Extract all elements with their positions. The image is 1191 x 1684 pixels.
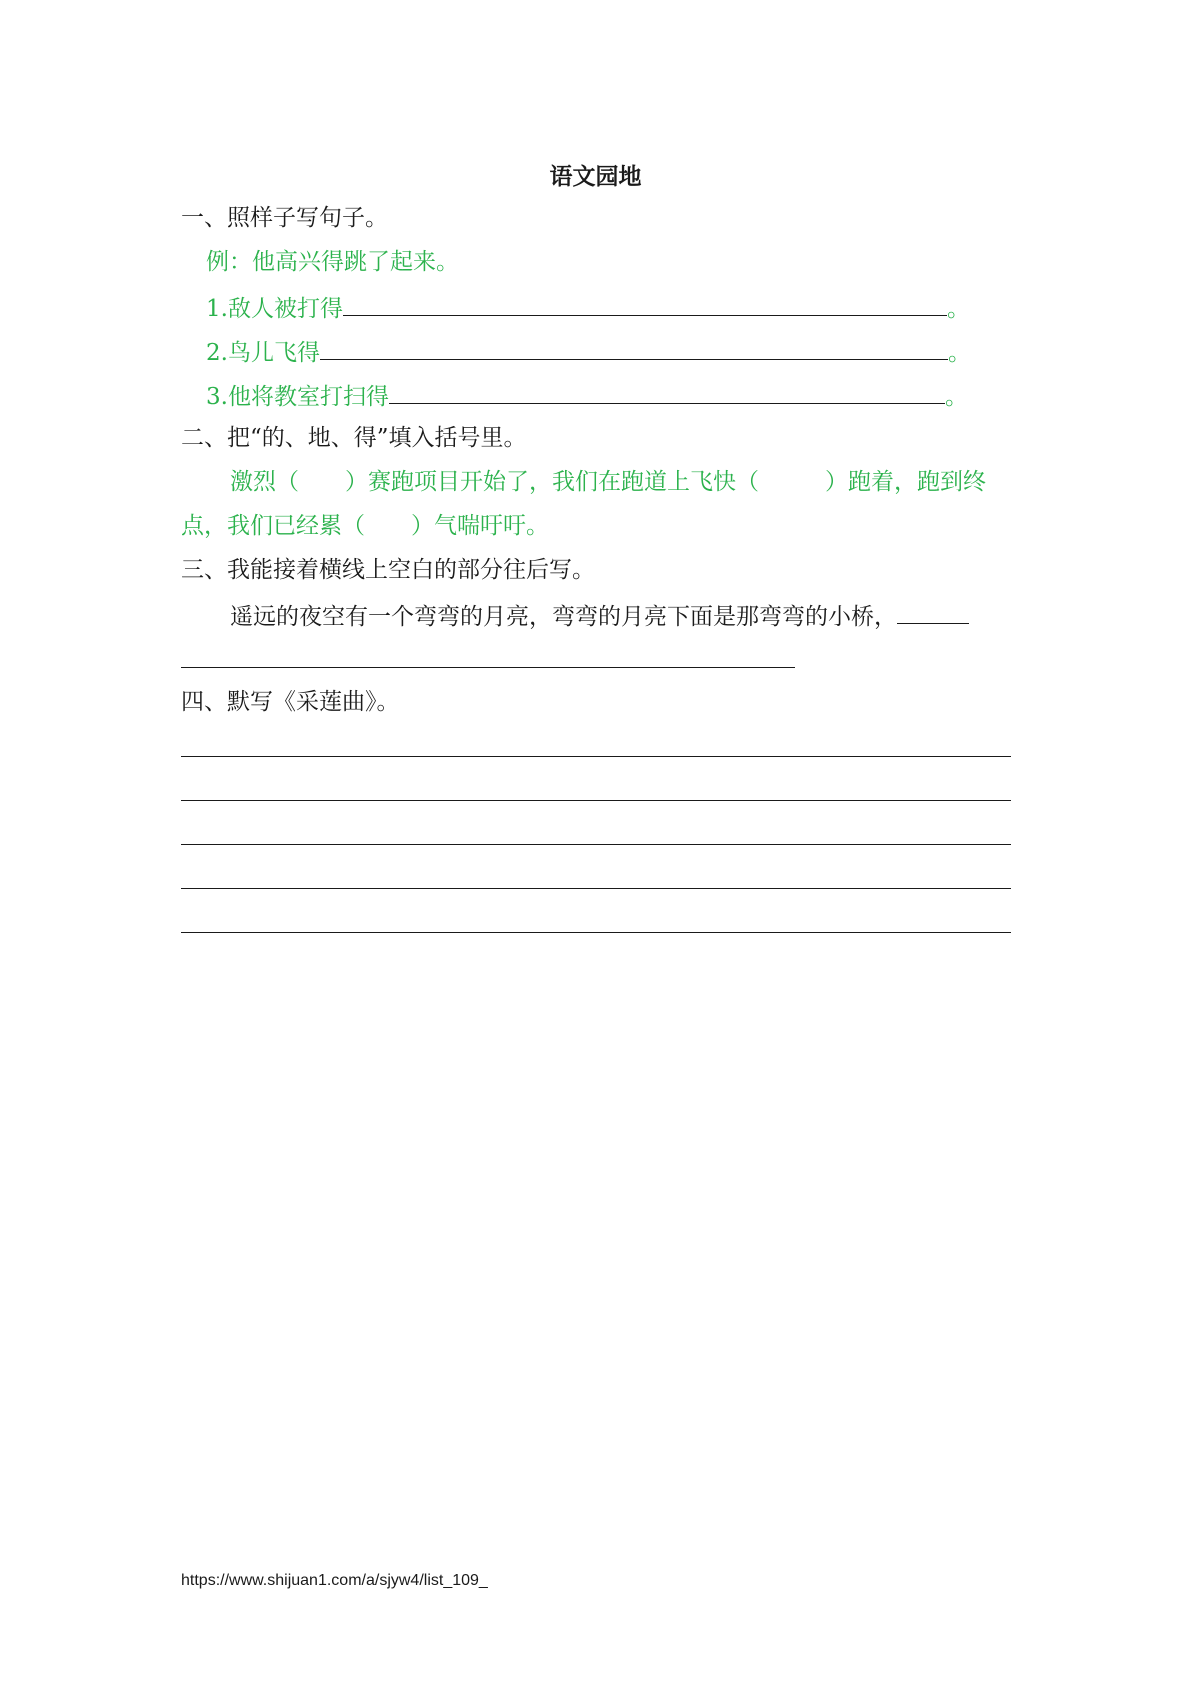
section1-item-1 [206, 291, 970, 324]
section1-item-2 [206, 335, 971, 368]
item-3-answer-blank[interactable] [389, 379, 945, 404]
section4-heading: 四、默写《采莲曲》。 [181, 689, 400, 715]
fill-text-1b: ）赛跑项目开始了，我们在跑道上飞快（ [345, 469, 759, 495]
item-3-prefix: 3.他将教室打扫得 [206, 384, 389, 410]
section3-heading: 三、我能接着横线上空白的部分往后写。 [181, 557, 595, 583]
item-3-suffix: 。 [944, 384, 968, 410]
item-2-suffix: 。 [947, 340, 971, 366]
section3-text-line [230, 599, 969, 632]
section1-example: 例：他高兴得跳了起来。 [206, 249, 459, 275]
footer-url: https://www.shijuan1.com/a/sjyw4/list_109_ [181, 1572, 488, 1589]
section3-answer-line[interactable] [181, 667, 795, 668]
section3-prompt-text: 遥远的夜空有一个弯弯的月亮，弯弯的月亮下面是那弯弯的小桥， [230, 604, 897, 630]
page-title: 语文园地 [549, 163, 642, 190]
fill-text-1c: ）跑着，跑到终 [825, 469, 986, 495]
item-1-prefix: 1.敌人被打得 [206, 296, 343, 322]
fill-text-2a: 点，我们已经累（ [181, 513, 365, 539]
fill-text-1a: 激烈（ [230, 469, 299, 495]
section4-answer-line-4[interactable] [181, 888, 1011, 889]
section4-answer-line-1[interactable] [181, 756, 1011, 757]
section1-heading: 一、照样子写句子。 [181, 205, 388, 231]
item-1-suffix: 。 [946, 296, 970, 322]
section4-answer-line-2[interactable] [181, 800, 1011, 801]
section2-line-1 [230, 467, 986, 497]
section3-continue-blank[interactable] [897, 599, 969, 624]
section4-answer-line-5[interactable] [181, 932, 1011, 933]
item-2-prefix: 2.鸟儿飞得 [206, 340, 320, 366]
item-2-answer-blank[interactable] [320, 335, 948, 360]
section2-line-2 [181, 511, 549, 541]
section4-answer-line-3[interactable] [181, 844, 1011, 845]
section1-item-3 [206, 379, 968, 412]
fill-text-2b: ）气喘吁吁。 [411, 513, 549, 539]
section2-heading: 二、把“的、地、得”填入括号里。 [181, 425, 527, 451]
item-1-answer-blank[interactable] [343, 291, 947, 316]
